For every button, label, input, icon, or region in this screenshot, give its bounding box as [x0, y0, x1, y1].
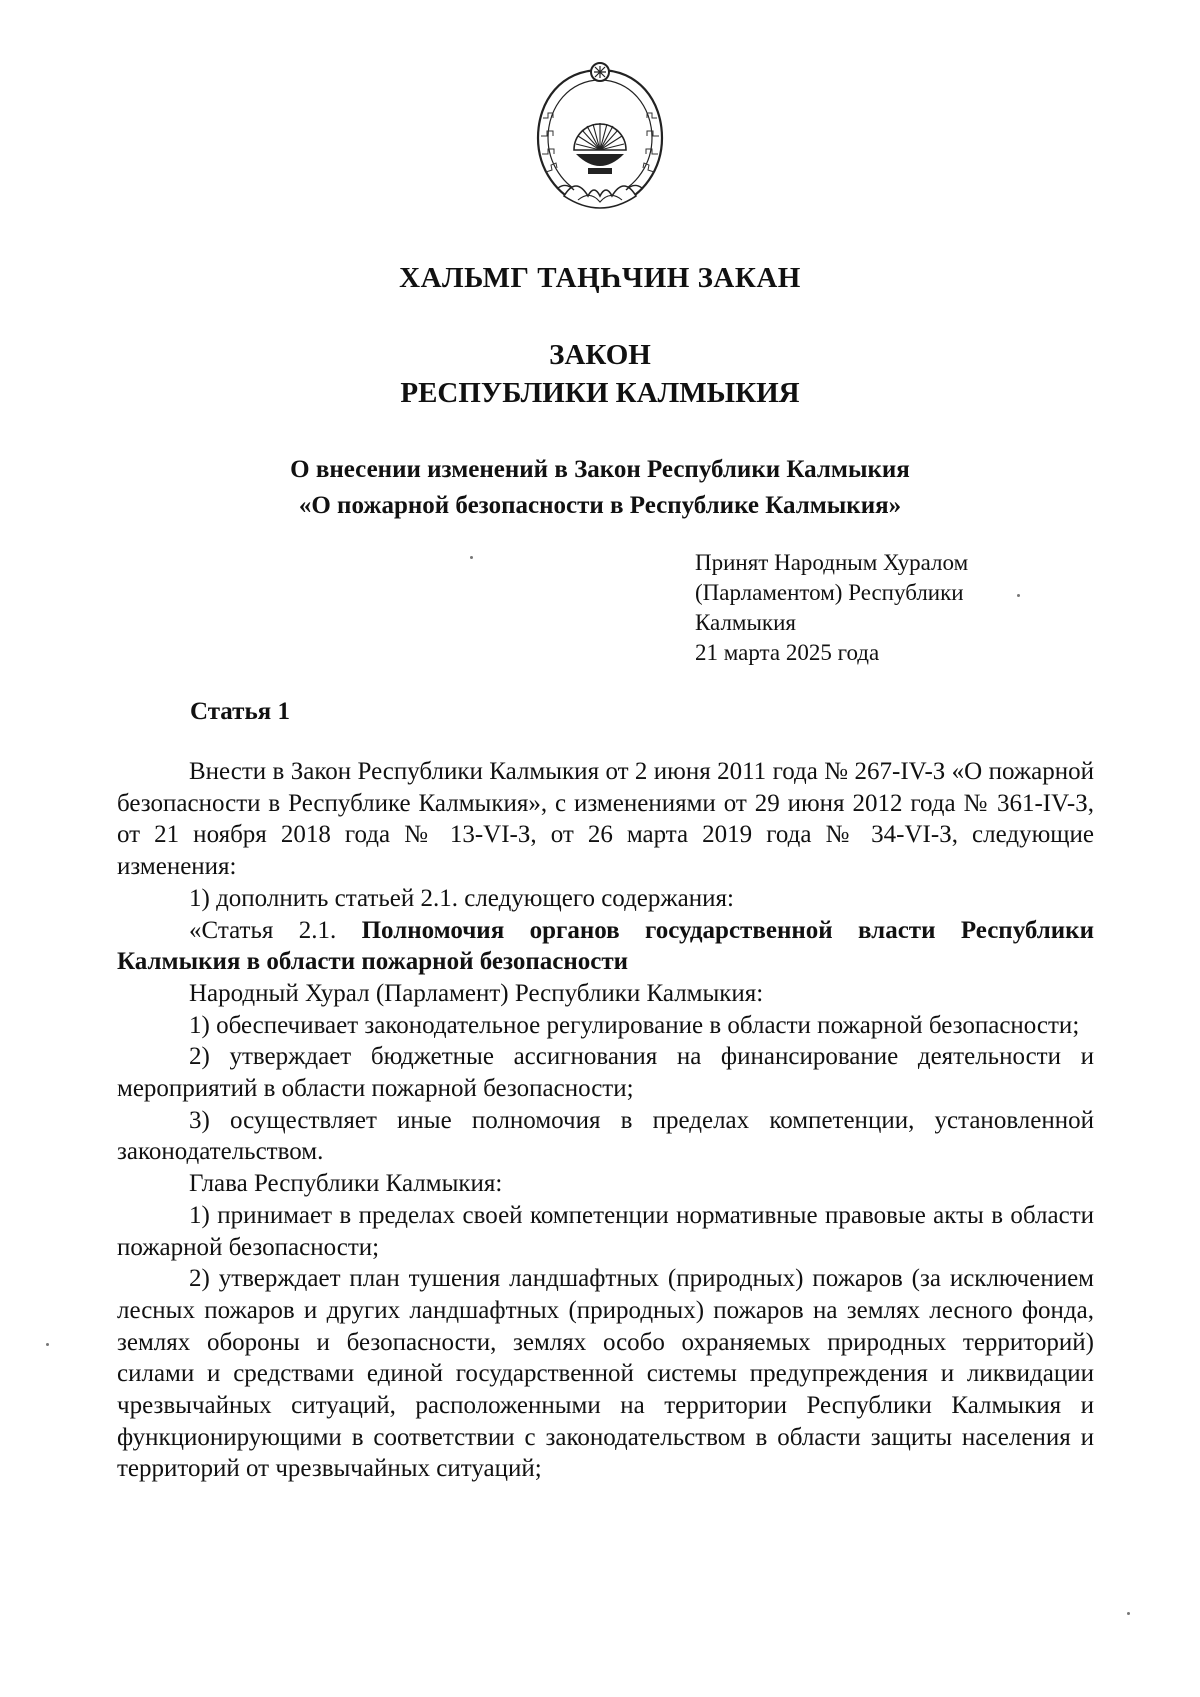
subject-line-1: О внесении изменений в Закон Республики Калмыкия	[290, 456, 910, 483]
parliament-power-3: 3) осуществляет иные полномочия в пределах компетенции, установленной законодательством.	[117, 1106, 1094, 1166]
article-body	[117, 756, 1094, 1485]
law-subject	[0, 452, 1200, 524]
parliament-power-1: 1) обеспечивает законодательное регулирование в области пожарной безопасности;	[189, 1011, 1080, 1039]
new-article-heading	[117, 915, 1094, 978]
new-article-title: Полномочия органов государственной власти Республики Калмыкия в области пожарной безопасности	[117, 916, 1094, 976]
coat-of-arms-emblem	[530, 58, 670, 228]
amendment-item-1: 1) дополнить статьей 2.1. следующего содержания:	[189, 884, 734, 912]
adoption-line-2: (Парламентом) Республики	[695, 580, 964, 605]
adoption-line-1: Принят Народным Хуралом	[695, 550, 969, 575]
head-power-1: 1) принимает в пределах своей компетенции нормативные правовые акты в области пожарной безопасности;	[117, 1201, 1094, 1261]
head-power-2: 2) утверждает план тушения ландшафтных (природных) пожаров (за исключением лесных пожаров и других ландшафтных (природных) пожаров на землях лесного фонда, землях обороны и безопасности, землях особо охраняемых природных территорий) силами и средствами единой государственной системы предупреждения и ликвидации чрезвычайных ситуаций, расположенными на территории Республики Калмыкия и функционирующими в соответствии с законодательством в области защиты населения и территорий от чрезвычайных ситуаций;	[117, 1265, 1094, 1483]
parliament-power-2: 2) утверждает бюджетные ассигнования на финансирование деятельности и мероприятий в области пожарной безопасности;	[117, 1043, 1094, 1103]
article-heading: Статья 1	[190, 698, 290, 725]
head-intro: Глава Республики Калмыкия:	[189, 1170, 503, 1198]
scan-speck	[1017, 594, 1020, 597]
law-word: ЗАКОН	[549, 339, 651, 371]
scan-speck	[46, 1343, 49, 1346]
kalmyk-law-title: ХАЛЬМГ ТАҢҺЧИН ЗАКАН	[399, 262, 801, 294]
parliament-intro: Народный Хурал (Парламент) Республики Калмыкия:	[189, 979, 764, 1007]
scan-speck	[470, 556, 473, 559]
republic-name: РЕСПУБЛИКИ КАЛМЫКИЯ	[400, 377, 800, 409]
scan-speck	[1127, 1612, 1130, 1615]
adoption-line-3: Калмыкия	[695, 610, 796, 635]
adoption-note	[695, 548, 1025, 668]
subject-line-2: «О пожарной безопасности в Республике Калмыкия»	[298, 492, 902, 519]
new-article-number: «Статья 2.1.	[189, 916, 362, 944]
law-title-block	[0, 336, 1200, 412]
article-intro-paragraph: Внести в Закон Республики Калмыкия от 2 июня 2011 года № 267-IV-З «О пожарной безопасности в Республике Калмыкия», с изменениями от 29 июня 2012 года № 361-IV-З, от 21 ноября 2018 года № 13-VI-З, от 26 марта 2019 года № 34-VI-З, следующие изменения:	[117, 758, 1094, 881]
adoption-date: 21 марта 2025 года	[695, 640, 880, 665]
